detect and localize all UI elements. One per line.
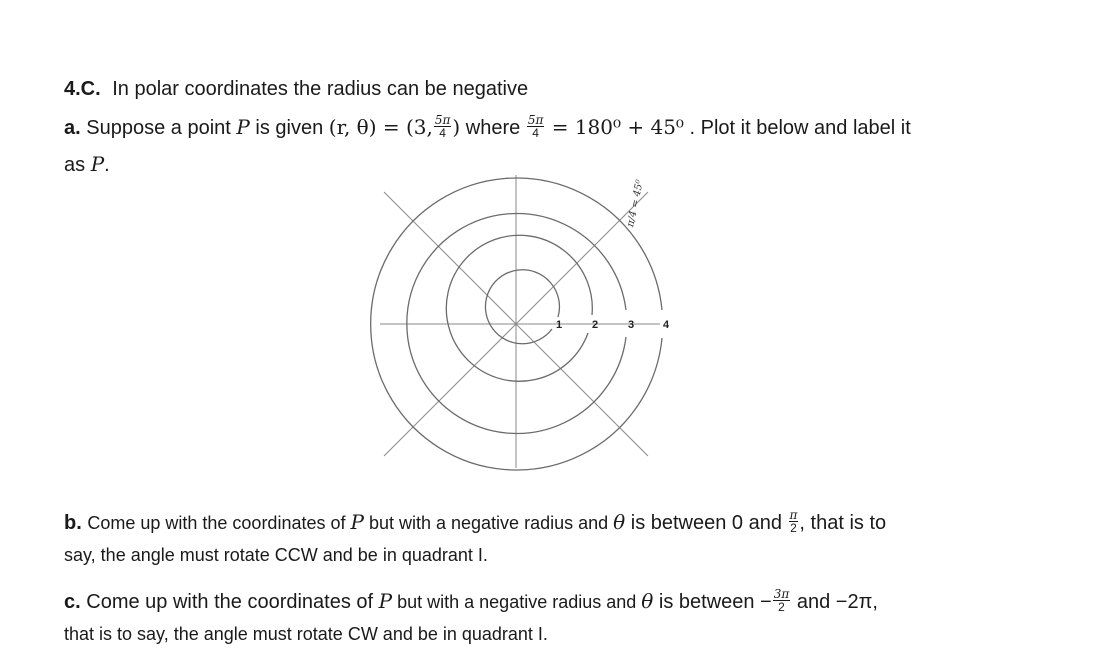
ring-label-4: 4 xyxy=(662,319,670,331)
part-c-line-2: that is to say, the angle must rotate CW and be in quadrant I. xyxy=(64,624,548,644)
part-c-frac-num: 3π xyxy=(773,587,790,602)
part-a-var-p: P xyxy=(236,115,250,139)
part-a-frac-num: 5π xyxy=(434,113,451,128)
problem-number: 4.C. xyxy=(64,78,101,100)
diagonal-ray-135 xyxy=(384,192,516,324)
part-b-label: b. xyxy=(64,512,82,534)
ring-labels xyxy=(556,319,670,331)
ring-label-3: 3 xyxy=(627,319,635,331)
part-b-text-2: but with a negative radius and xyxy=(363,513,614,533)
problem-title: In polar coordinates the radius can be negative xyxy=(112,78,529,100)
part-b-text-3: is between 0 and xyxy=(625,512,788,534)
angle-label: π/4 = 45⁰ xyxy=(625,178,646,228)
part-b-fraction xyxy=(789,509,799,534)
part-a-line2-var: P xyxy=(90,152,105,176)
part-c-text-2: but with a negative radius and xyxy=(392,592,642,612)
part-c-label: c. xyxy=(64,591,81,613)
part-a-line-1 xyxy=(64,115,911,141)
part-b-line-1 xyxy=(64,510,886,536)
part-c-theta: θ xyxy=(641,589,654,613)
ring-label-2: 2 xyxy=(591,319,599,331)
diagonal-ray-225 xyxy=(384,324,516,456)
ring-1 xyxy=(485,270,559,344)
part-a-text-2: is given xyxy=(249,117,329,139)
part-a-line2-end: . xyxy=(104,154,110,176)
diagonal-ray-315 xyxy=(516,324,648,456)
part-b-theta: θ xyxy=(613,510,626,534)
part-b-text-4: , that is to xyxy=(799,512,887,534)
part-b-var-p: P xyxy=(350,510,364,534)
part-c-text-4: and −2π, xyxy=(791,591,878,613)
part-a-text-3: . Plot it below and label it xyxy=(683,117,911,139)
part-a-fraction-2 xyxy=(527,114,545,139)
part-a-close: ) xyxy=(452,115,461,139)
part-c-frac-den: 2 xyxy=(778,600,785,615)
part-a-where: where xyxy=(460,117,526,139)
part-c-fraction xyxy=(773,588,791,613)
part-c-line-1 xyxy=(64,589,878,615)
part-a-text-1: Suppose a point xyxy=(86,117,237,139)
ring-2 xyxy=(446,235,592,381)
part-b-frac-num: π xyxy=(789,508,798,523)
part-c-var-p: P xyxy=(378,589,393,613)
part-c-text-3: is between − xyxy=(653,591,772,613)
part-b-line-2: say, the angle must rotate CCW and be in quadrant I. xyxy=(64,545,488,565)
part-a-frac2-num: 5π xyxy=(527,113,544,128)
part-a-equals: = 180⁰ + 45⁰ xyxy=(545,115,684,139)
part-a-coord: (r, θ) = (3, xyxy=(328,115,433,139)
part-b-text-1: Come up with the coordinates of xyxy=(87,513,351,533)
part-a-frac2-den: 4 xyxy=(532,126,539,141)
part-a-line-2 xyxy=(64,152,110,177)
part-a-label: a. xyxy=(64,117,81,139)
part-b-frac-den: 2 xyxy=(790,521,797,536)
problem-heading xyxy=(64,78,528,101)
part-a-fraction xyxy=(434,114,452,139)
part-a-frac-den: 4 xyxy=(439,126,446,141)
part-c-text-1: Come up with the coordinates of xyxy=(86,591,379,613)
ring-label-1: 1 xyxy=(555,319,563,331)
polar-grid-diagram[interactable] xyxy=(370,170,670,475)
part-a-line2-start: as xyxy=(64,154,91,176)
